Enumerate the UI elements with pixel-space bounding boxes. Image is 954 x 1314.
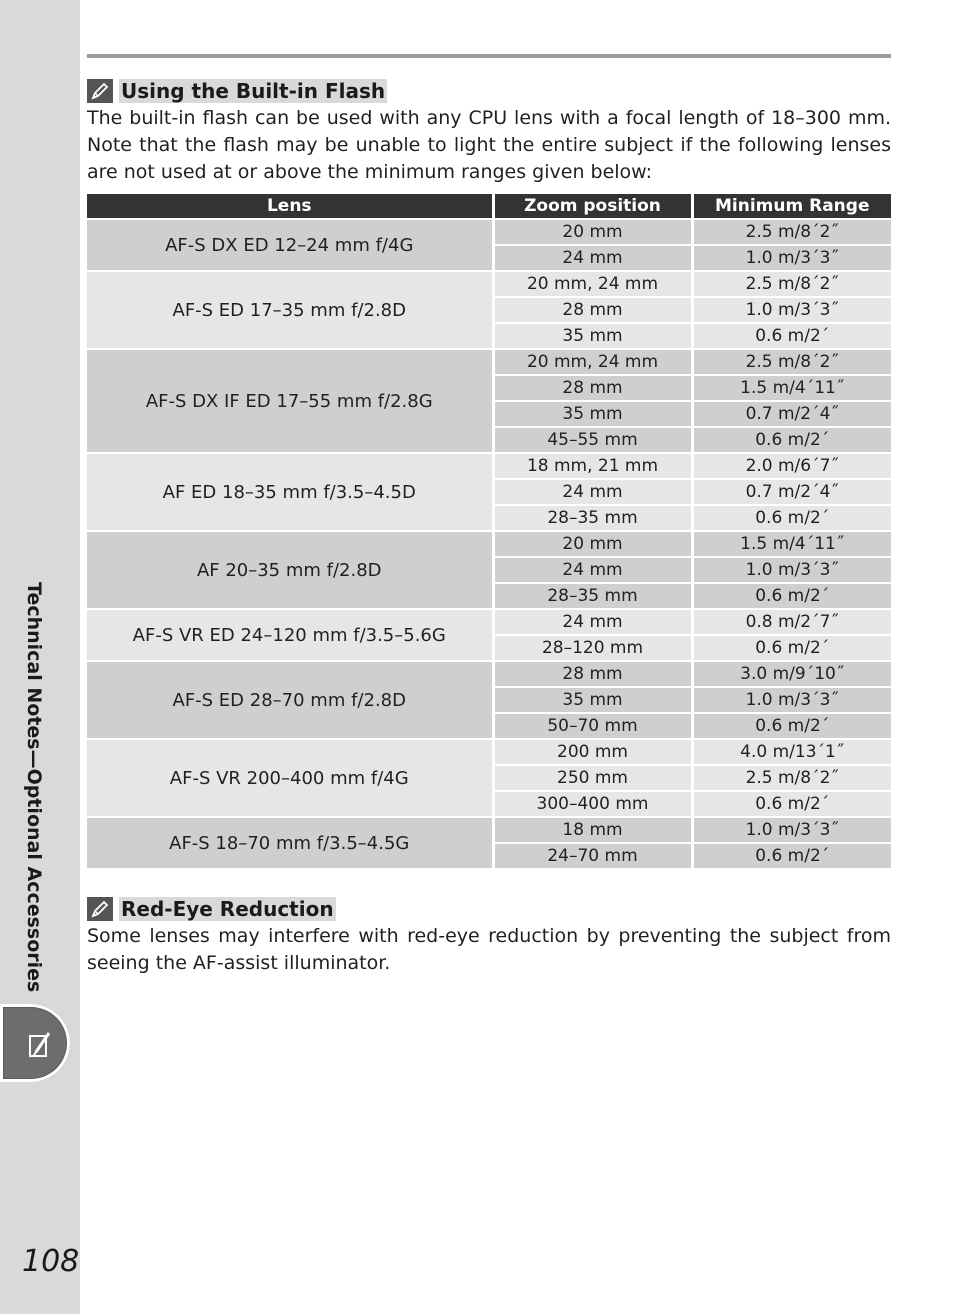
range-cell: 0.6 m/2´ [692,505,891,531]
table-row [87,739,891,765]
zoom-cell: 28 mm [493,297,692,323]
range-cell: 2.0 m/6´7˝ [692,453,891,479]
lens-cell: AF-S ED 28–70 mm f/2.8D [87,661,493,739]
range-cell: 0.7 m/2´4˝ [692,479,891,505]
range-cell: 1.5 m/4´11˝ [692,531,891,557]
flash-heading-text: Using the Built-in Flash [121,79,386,103]
zoom-cell: 200 mm [493,739,692,765]
section-title-vertical: Technical Notes—Optional Accessories [23,582,45,993]
sidebar [0,0,80,1314]
range-cell: 1.0 m/3´3˝ [692,687,891,713]
range-cell: 0.6 m/2´ [692,427,891,453]
zoom-cell: 20 mm, 24 mm [493,349,692,375]
flash-range-table [87,194,891,870]
table-header-row [87,194,891,219]
zoom-cell: 45–55 mm [493,427,692,453]
header-lens: Lens [87,194,493,219]
range-cell: 2.5 m/8´2˝ [692,349,891,375]
table-row [87,531,891,557]
zoom-cell: 300–400 mm [493,791,692,817]
zoom-cell: 35 mm [493,687,692,713]
zoom-cell: 24 mm [493,245,692,271]
notes-pencil-icon [28,1030,52,1060]
zoom-cell: 20 mm [493,531,692,557]
range-cell: 0.7 m/2´4˝ [692,401,891,427]
range-cell: 0.6 m/2´ [692,635,891,661]
range-cell: 2.5 m/8´2˝ [692,765,891,791]
zoom-cell: 24 mm [493,609,692,635]
range-cell: 3.0 m/9´10˝ [692,661,891,687]
zoom-cell: 35 mm [493,323,692,349]
lens-cell: AF ED 18–35 mm f/3.5–4.5D [87,453,493,531]
range-cell: 0.8 m/2´7˝ [692,609,891,635]
range-cell: 2.5 m/8´2˝ [692,219,891,245]
lens-cell: AF-S 18–70 mm f/3.5–4.5G [87,817,493,869]
pencil-note-icon [87,897,113,921]
lens-cell: AF-S DX IF ED 17–55 mm f/2.8G [87,349,493,453]
zoom-cell: 28–35 mm [493,583,692,609]
page-number: 108 [22,1244,80,1279]
zoom-cell: 20 mm [493,219,692,245]
zoom-cell: 35 mm [493,401,692,427]
lens-cell: AF-S DX ED 12–24 mm f/4G [87,219,493,271]
range-cell: 0.6 m/2´ [692,323,891,349]
range-cell: 4.0 m/13´1˝ [692,739,891,765]
zoom-cell: 24 mm [493,557,692,583]
section-tab [0,1004,70,1082]
red-eye-body-text: Some lenses may interfere with red-eye reduction by preventing the subject from seeing the AF-assist illuminator. [87,925,891,974]
lens-cell: AF-S ED 17–35 mm f/2.8D [87,271,493,349]
range-cell: 1.0 m/3´3˝ [692,297,891,323]
table-row [87,453,891,479]
table-row [87,219,891,245]
zoom-cell: 50–70 mm [493,713,692,739]
lens-cell: AF-S VR 200–400 mm f/4G [87,739,493,817]
table-row [87,661,891,687]
zoom-cell: 24–70 mm [493,843,692,869]
table-row [87,271,891,297]
flash-body-text: The built-in flash can be used with any CPU lens with a focal length of 18–300 mm. Note that the flash may be unable to light the entire subject if the following lenses are not used at or above the minimum ranges given below: [87,107,891,183]
zoom-cell: 18 mm, 21 mm [493,453,692,479]
zoom-cell: 18 mm [493,817,692,843]
pencil-note-icon [87,79,113,103]
range-cell: 0.6 m/2´ [692,713,891,739]
section-tab-inner [4,1008,66,1078]
zoom-cell: 28–35 mm [493,505,692,531]
range-cell: 1.0 m/3´3˝ [692,557,891,583]
header-minimum-range: Minimum Range [692,194,891,219]
range-cell: 1.0 m/3´3˝ [692,245,891,271]
zoom-cell: 250 mm [493,765,692,791]
zoom-cell: 24 mm [493,479,692,505]
zoom-cell: 28 mm [493,661,692,687]
red-eye-heading-text: Red-Eye Reduction [121,897,334,921]
top-rule [87,54,891,58]
table-row [87,349,891,375]
zoom-cell: 28–120 mm [493,635,692,661]
zoom-cell: 28 mm [493,375,692,401]
header-zoom-position: Zoom position [493,194,692,219]
lens-cell: AF 20–35 mm f/2.8D [87,531,493,609]
table-row [87,609,891,635]
range-cell: 2.5 m/8´2˝ [692,271,891,297]
flash-section-heading [87,79,387,103]
red-eye-section-heading [87,897,336,921]
range-cell: 0.6 m/2´ [692,583,891,609]
lens-cell: AF-S VR ED 24–120 mm f/3.5–5.6G [87,609,493,661]
range-cell: 0.6 m/2´ [692,791,891,817]
table-row [87,817,891,843]
range-cell: 1.0 m/3´3˝ [692,817,891,843]
range-cell: 1.5 m/4´11˝ [692,375,891,401]
zoom-cell: 20 mm, 24 mm [493,271,692,297]
range-cell: 0.6 m/2´ [692,843,891,869]
